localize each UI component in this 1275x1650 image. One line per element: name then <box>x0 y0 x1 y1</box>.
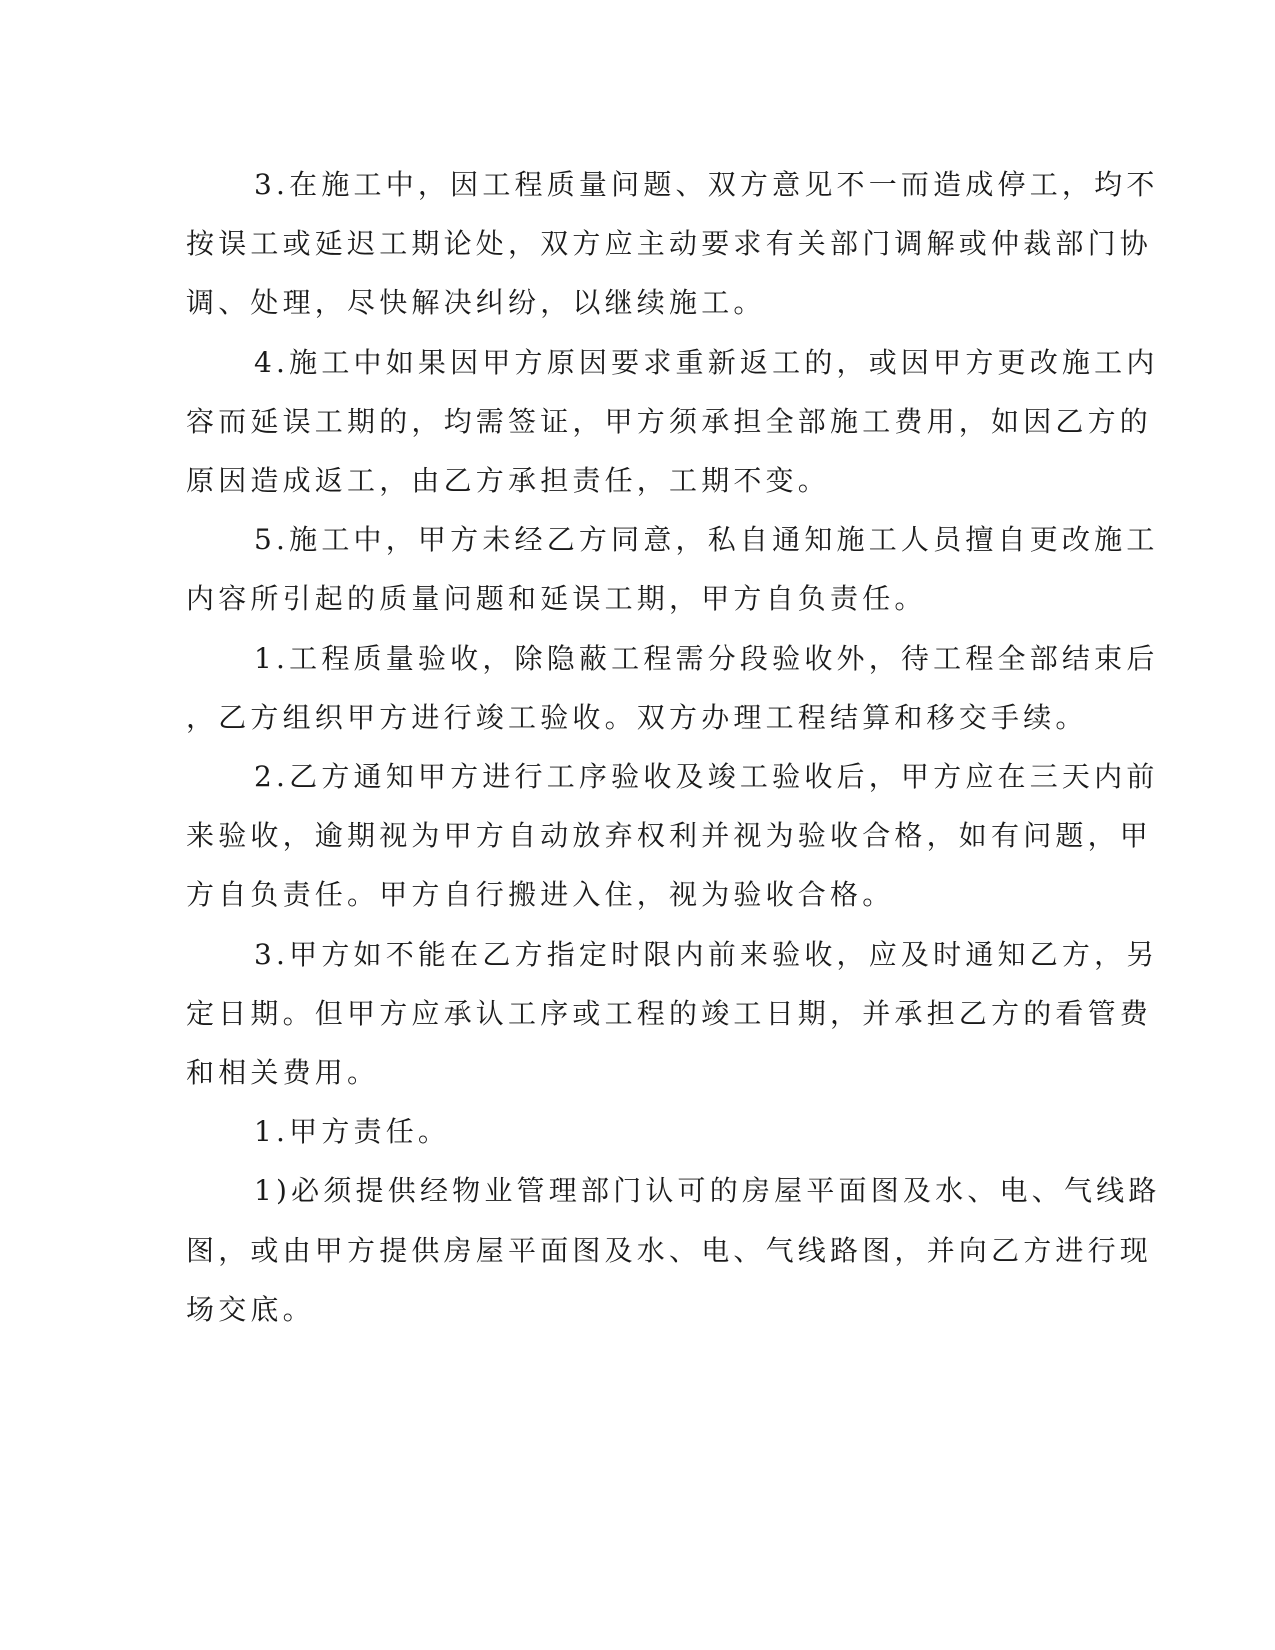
paragraph <box>186 925 1159 1103</box>
text-line: 2.乙方通知甲方进行工序验收及竣工验收后，甲方应在三天内前 <box>254 760 1159 794</box>
text-line: 内容所引起的质量问题和延误工期，甲方自负责任。 <box>186 582 927 616</box>
text-line: 1.工程质量验收，除隐蔽工程需分段验收外，待工程全部结束后 <box>254 641 1159 675</box>
text-line: 图，或由甲方提供房屋平面图及水、电、气线路图，并向乙方进行现 <box>186 1233 1153 1267</box>
text-line: 原因造成返工，由乙方承担责任，工期不变。 <box>186 464 831 498</box>
text-line: 和相关费用。 <box>186 1056 380 1090</box>
text-line: 1)必须提供经物业管理部门认可的房屋平面图及水、电、气线路 <box>254 1174 1161 1208</box>
text-line: 5.施工中，甲方未经乙方同意，私自通知施工人员擅自更改施工 <box>254 523 1159 557</box>
text-line: 定日期。但甲方应承认工序或工程的竣工日期，并承担乙方的看管费 <box>186 996 1153 1030</box>
paragraph <box>186 333 1159 511</box>
text-line: 来验收，逾期视为甲方自动放弃权利并视为验收合格，如有问题，甲 <box>186 819 1153 853</box>
paragraph <box>186 155 1159 333</box>
paragraph <box>186 629 1159 747</box>
paragraph <box>186 747 1159 925</box>
text-line: ，乙方组织甲方进行竣工验收。双方办理工程结算和移交手续。 <box>186 700 1088 734</box>
paragraph <box>186 1161 1161 1339</box>
text-line: 调、处理，尽快解决纠纷，以继续施工。 <box>186 286 766 320</box>
text-line: 3.甲方如不能在乙方指定时限内前来验收，应及时通知乙方，另 <box>254 937 1159 971</box>
document-body <box>186 155 1161 1339</box>
paragraph <box>186 1102 1061 1161</box>
text-line: 按误工或延迟工期论处，双方应主动要求有关部门调解或仲裁部门协 <box>186 227 1153 261</box>
text-line: 4.施工中如果因甲方原因要求重新返工的，或因甲方更改施工内 <box>254 345 1159 379</box>
text-line: 容而延误工期的，均需签证，甲方须承担全部施工费用，如因乙方的 <box>186 404 1153 438</box>
text-line: 1.甲方责任。 <box>254 1115 451 1149</box>
text-line: 方自负责任。甲方自行搬进入住，视为验收合格。 <box>186 878 895 912</box>
text-line: 场交底。 <box>186 1292 315 1326</box>
paragraph <box>186 510 1159 628</box>
text-line: 3.在施工中，因工程质量问题、双方意见不一而造成停工，均不 <box>254 168 1159 201</box>
